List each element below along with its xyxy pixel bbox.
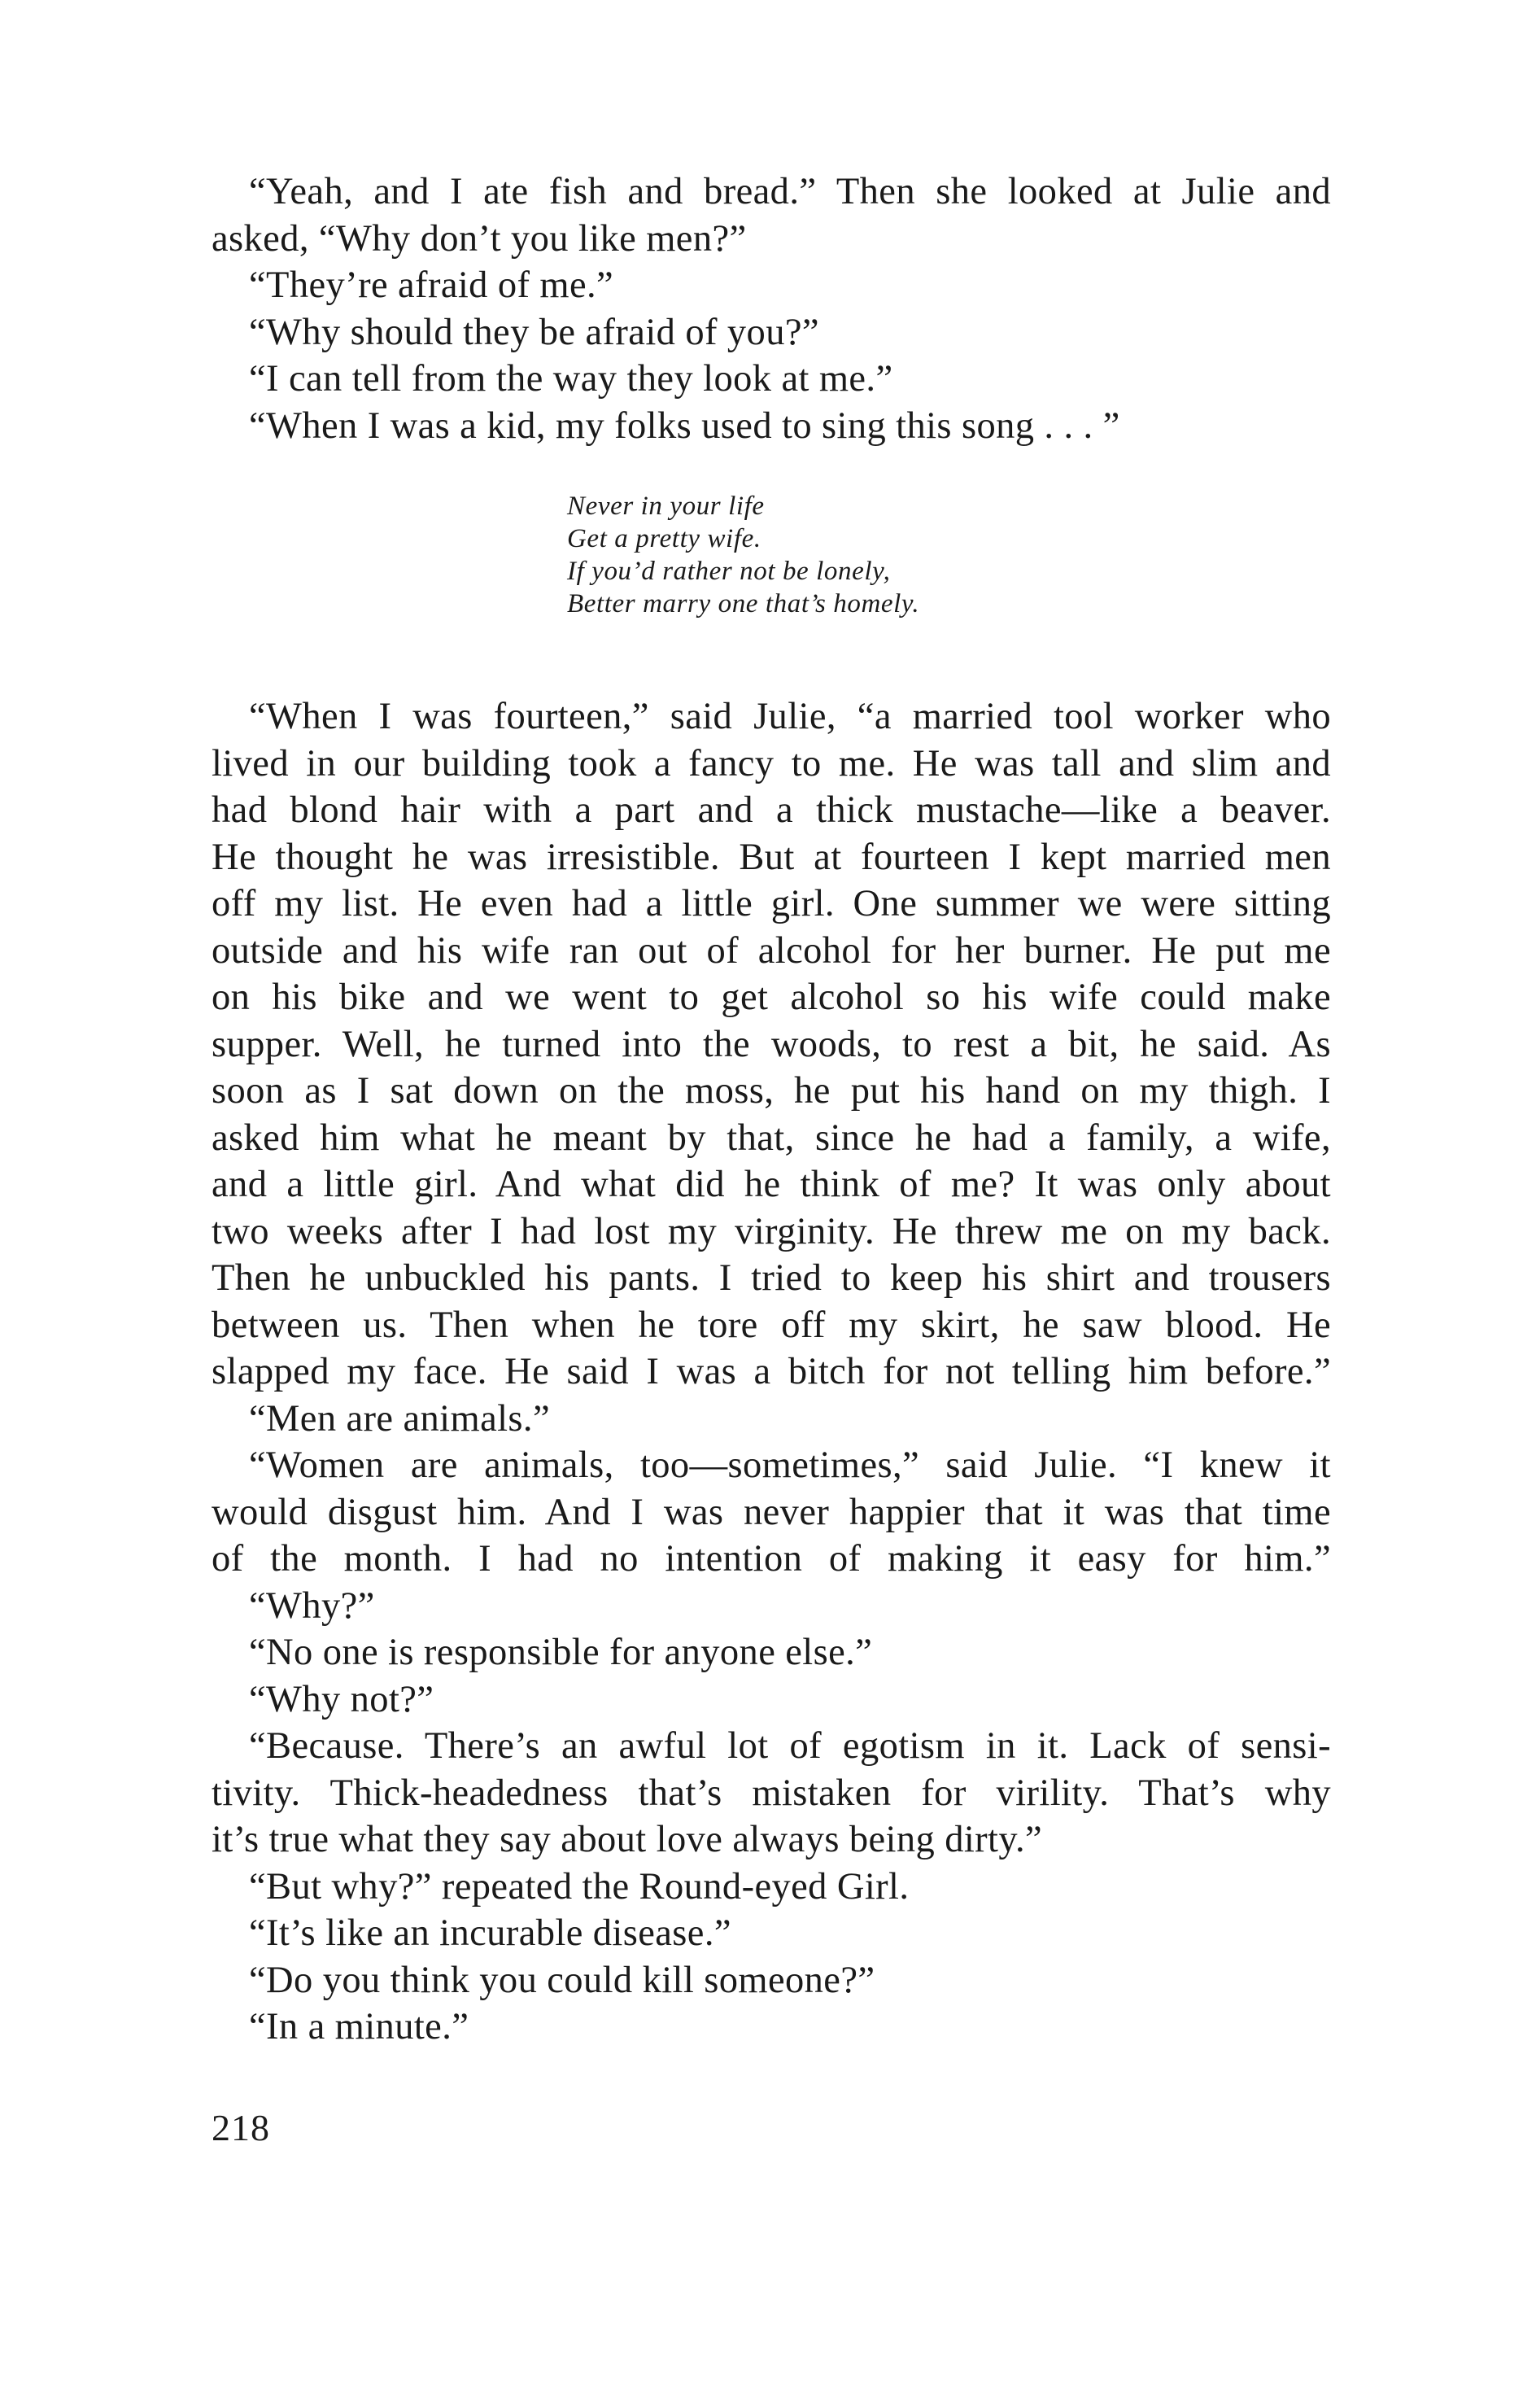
- text-line: of the month. I had no intention of making it easy for him.”: [212, 1538, 1331, 1580]
- text-line: “In a minute.”: [249, 2006, 469, 2047]
- text-line: “When I was fourteen,” said Julie, “a married tool worker who: [249, 696, 1331, 737]
- text-line: between us. Then when he tore off my skirt, he saw blood. He: [212, 1304, 1331, 1346]
- song-verse: [567, 490, 919, 620]
- text-line: “It’s like an incurable disease.”: [249, 1912, 731, 1954]
- verse-line: Better marry one that’s homely.: [567, 589, 920, 618]
- text-line: asked him what he meant by that, since he had a family, a wife,: [212, 1117, 1331, 1159]
- text-line: “But why?” repeated the Round-eyed Girl.: [249, 1865, 910, 1908]
- text-line: outside and his wife ran out of alcohol for her burner. He put me: [212, 929, 1331, 972]
- text-line: “When I was a kid, my folks used to sing this song . . . ”: [249, 404, 1120, 447]
- text-line: “They’re afraid of me.”: [249, 264, 614, 306]
- text-line: soon as I sat down on the moss, he put his hand on my thigh. I: [212, 1070, 1331, 1112]
- dialogue-block-main: [212, 693, 1331, 2051]
- page-number: 218: [212, 2107, 270, 2148]
- text-line: tivity. Thick-headedness that’s mistaken for virility. That’s why: [212, 1772, 1331, 1814]
- text-line: and a little girl. And what did he think of me? It was only about: [212, 1164, 1331, 1205]
- text-line: two weeks after I had lost my virginity. He threw me on my back.: [212, 1210, 1331, 1252]
- text-line: supper. Well, he turned into the woods, to rest a bit, he said. As: [212, 1023, 1331, 1065]
- text-line: “I can tell from the way they look at me.”: [249, 358, 893, 400]
- text-line: “Men are animals.”: [249, 1397, 550, 1440]
- text-line: lived in our building took a fancy to me. He was tall and slim and: [212, 742, 1331, 784]
- text-line: “Why should they be afraid of you?”: [249, 311, 819, 353]
- text-line: Then he unbuckled his pants. I tried to keep his shirt and trousers: [212, 1257, 1331, 1299]
- text-line: “Because. There’s an awful lot of egotism in it. Lack of sensi-: [249, 1725, 1331, 1767]
- text-line: “Women are animals, too—sometimes,” said Julie. “I knew it: [249, 1444, 1331, 1486]
- verse-line: If you’d rather not be lonely,: [567, 557, 891, 586]
- text-line: He thought he was irresistible. But at fourteen I kept married men: [212, 836, 1331, 878]
- text-line: on his bike and we went to get alcohol so his wife could make: [212, 977, 1331, 1018]
- text-line: off my list. He even had a little girl. One summer we were sitting: [212, 883, 1331, 924]
- text-line: “Yeah, and I ate fish and bread.” Then she looked at Julie and: [249, 171, 1331, 212]
- text-line: it’s true what they say about love always being dirty.”: [212, 1819, 1043, 1860]
- text-line: “No one is responsible for anyone else.”: [249, 1632, 873, 1673]
- text-line: asked, “Why don’t you like men?”: [212, 217, 747, 260]
- text-line: “Why?”: [249, 1584, 375, 1627]
- text-line: “Why not?”: [249, 1678, 434, 1720]
- text-line: would disgust him. And I was never happier that it was that time: [212, 1491, 1331, 1533]
- text-line: had blond hair with a part and a thick mustache—like a beaver.: [212, 789, 1331, 831]
- verse-line: Never in your life: [567, 492, 765, 521]
- dialogue-block-top: [212, 168, 1331, 449]
- text-line: “Do you think you could kill someone?”: [249, 1959, 875, 2001]
- text-line: slapped my face. He said I was a bitch for not telling him before.”: [212, 1351, 1331, 1392]
- verse-line: Get a pretty wife.: [567, 524, 761, 553]
